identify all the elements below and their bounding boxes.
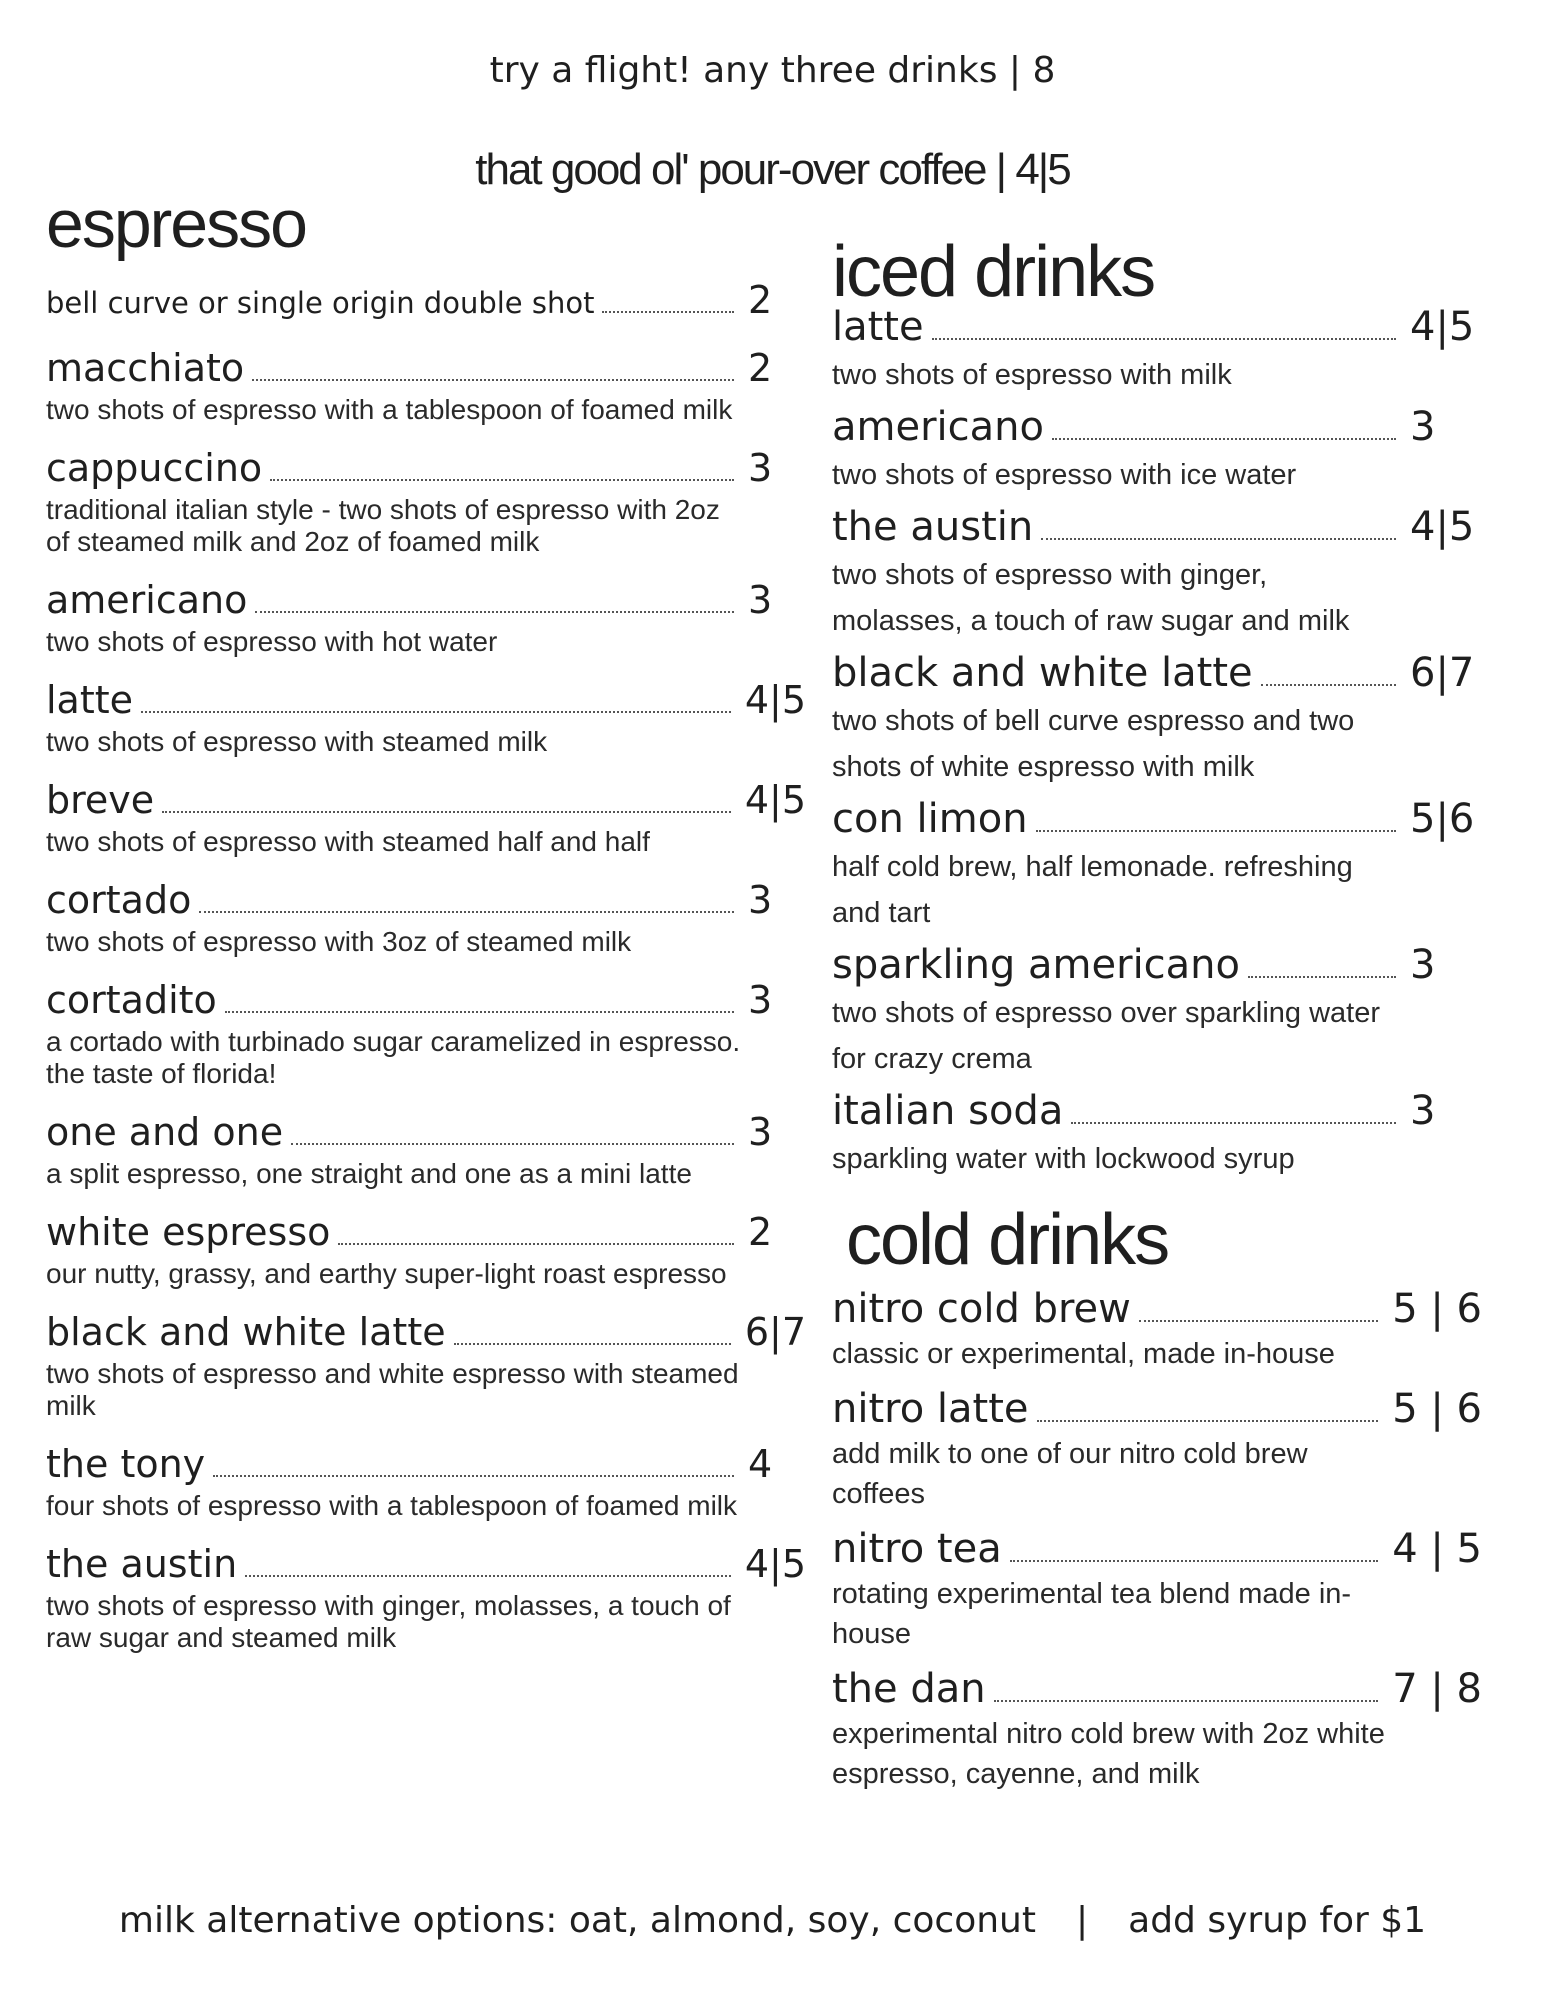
right-column (832, 232, 1482, 1806)
dot-leader (1139, 1319, 1378, 1322)
cold-drinks-title: cold drinks (846, 1200, 1169, 1280)
flight-offer: try a flight! any three drinks | 8 (489, 50, 1056, 91)
menu-item (46, 878, 806, 958)
item-price: 4|5 (744, 678, 806, 722)
item-description: two shots of espresso with ginger, molasses, a touch of raw sugar and steamed milk (46, 1590, 731, 1653)
item-price: 5|6 (1410, 796, 1475, 842)
item-description: traditional italian style - two shots of espresso with 2oz of steamed milk and 2oz of foamed milk (46, 494, 720, 557)
dot-leader (252, 378, 734, 381)
item-price: 3 (1410, 942, 1436, 988)
menu-item (832, 650, 1482, 790)
item-price: 5 | 6 (1392, 1386, 1482, 1432)
item-description: add milk to one of our nitro cold brew coffees (832, 1438, 1308, 1510)
iced-drinks-title: iced drinks (832, 232, 1155, 312)
item-description: two shots of espresso with steamed milk (46, 726, 548, 757)
menu-item (46, 1310, 806, 1422)
menu-item-row (832, 1666, 1482, 1714)
menu-item-row (46, 1542, 806, 1590)
dot-leader (602, 310, 734, 313)
item-description: two shots of espresso over sparkling water for crazy crema (832, 997, 1381, 1075)
footer (0, 1900, 1545, 1941)
dot-leader (225, 1010, 734, 1013)
item-name: bell curve or single origin double shot (46, 286, 595, 320)
dot-leader (199, 910, 734, 913)
item-price: 3 (1410, 1088, 1436, 1134)
milk-alternatives: milk alternative options: oat, almond, soy, coconut (118, 1900, 1036, 1941)
menu-item-row (832, 1088, 1482, 1136)
item-name: black and white latte (46, 1310, 446, 1354)
dot-leader (1248, 975, 1396, 978)
item-name: cortado (46, 878, 192, 922)
menu-item (832, 304, 1482, 398)
dot-leader (291, 1142, 734, 1145)
menu-item (832, 1286, 1482, 1374)
dot-leader (141, 710, 731, 713)
item-price: 3 (748, 1110, 773, 1154)
item-name: breve (46, 778, 155, 822)
item-price: 4|5 (744, 778, 806, 822)
menu-item (832, 1666, 1482, 1794)
item-description: a split espresso, one straight and one as a mini latte (46, 1158, 692, 1189)
menu-item (46, 1442, 806, 1522)
dot-leader (1036, 829, 1396, 832)
item-description: half cold brew, half lemonade. refreshing and tart (832, 851, 1353, 929)
dot-leader (1071, 1121, 1396, 1124)
item-price: 6|7 (1410, 650, 1475, 696)
menu-item-row (46, 346, 806, 394)
menu-item-row (832, 650, 1482, 698)
menu-item (46, 346, 806, 426)
dot-leader (1037, 1419, 1379, 1422)
menu-item (46, 1210, 806, 1290)
item-description: sparkling water with lockwood syrup (832, 1143, 1295, 1175)
item-description: two shots of espresso with steamed half and half (46, 826, 650, 857)
item-description: our nutty, grassy, and earthy super-light roast espresso (46, 1258, 727, 1289)
item-price: 4|5 (1410, 304, 1475, 350)
pour-over-offer: that good ol' pour-over coffee | 4|5 (475, 145, 1070, 194)
item-price: 2 (748, 1210, 773, 1254)
menu-item-row (46, 446, 806, 494)
menu-item-row (46, 778, 806, 826)
menu-item (46, 1542, 806, 1654)
dot-leader (162, 810, 731, 813)
item-price: 2 (748, 278, 773, 322)
item-name: the austin (832, 504, 1034, 550)
item-description: two shots of espresso and white espresso with steamed milk (46, 1358, 739, 1421)
item-description: rotating experimental tea blend made in-house (832, 1578, 1352, 1650)
item-name: one and one (46, 1110, 284, 1154)
item-price: 2 (748, 346, 773, 390)
item-price: 6|7 (744, 1310, 806, 1354)
item-name: the austin (46, 1542, 238, 1586)
item-description: two shots of espresso with milk (832, 359, 1232, 391)
dot-leader (454, 1342, 731, 1345)
iced-list (832, 304, 1482, 1182)
menu-item (46, 578, 806, 658)
menu-item-row (46, 578, 806, 626)
menu-item (46, 1110, 806, 1190)
item-name: latte (832, 304, 924, 350)
item-description: two shots of espresso with ice water (832, 459, 1297, 491)
dot-leader (932, 337, 1396, 340)
menu-item (832, 504, 1482, 644)
item-price: 7 | 8 (1392, 1666, 1482, 1712)
item-name: cortadito (46, 978, 217, 1022)
menu-item-row (46, 678, 806, 726)
cold-list (832, 1286, 1482, 1794)
item-price: 4 (748, 1442, 773, 1486)
menu-item (832, 1088, 1482, 1182)
item-name: macchiato (46, 346, 245, 390)
dot-leader (255, 610, 734, 613)
item-price: 4 | 5 (1392, 1526, 1482, 1572)
item-price: 3 (748, 578, 773, 622)
item-price: 4|5 (744, 1542, 806, 1586)
item-description: a cortado with turbinado sugar caramelized in espresso. the taste of florida! (46, 1026, 741, 1089)
menu-item-row (832, 1286, 1482, 1334)
menu-item (46, 678, 806, 758)
dot-leader (213, 1474, 734, 1477)
item-price: 4|5 (1410, 504, 1475, 550)
item-description: two shots of espresso with a tablespoon of foamed milk (46, 394, 733, 425)
menu-item-row (46, 1310, 806, 1358)
menu-item-row (46, 978, 806, 1026)
item-name: the dan (832, 1666, 986, 1712)
item-description: two shots of espresso with ginger, molasses, a touch of raw sugar and milk (832, 559, 1350, 637)
item-name: italian soda (832, 1088, 1064, 1134)
menu-item (46, 278, 806, 326)
item-description: four shots of espresso with a tablespoon of foamed milk (46, 1490, 738, 1521)
menu-item-row (46, 1110, 806, 1158)
menu-item-row (832, 504, 1482, 552)
item-name: latte (46, 678, 134, 722)
item-name: the tony (46, 1442, 206, 1486)
menu-item-row (832, 1386, 1482, 1434)
item-price: 3 (748, 978, 773, 1022)
cold-section (832, 1200, 1482, 1794)
dot-leader (994, 1699, 1379, 1702)
item-description: two shots of bell curve espresso and two shots of white espresso with milk (832, 705, 1355, 783)
item-name: cappuccino (46, 446, 263, 490)
item-name: black and white latte (832, 650, 1253, 696)
item-price: 3 (1410, 404, 1436, 450)
menu-item-row (46, 1210, 806, 1258)
item-description: two shots of espresso with hot water (46, 626, 498, 657)
dot-leader (1041, 537, 1396, 540)
menu-item (832, 796, 1482, 936)
item-price: 3 (748, 878, 773, 922)
item-name: white espresso (46, 1210, 331, 1254)
dot-leader (245, 1574, 731, 1577)
item-name: nitro cold brew (832, 1286, 1131, 1332)
menu-item (832, 1526, 1482, 1654)
item-description: experimental nitro cold brew with 2oz white espresso, cayenne, and milk (832, 1718, 1385, 1790)
menu-item (832, 942, 1482, 1082)
dot-leader (1010, 1559, 1378, 1562)
item-price: 3 (748, 446, 773, 490)
footer-separator: | (1076, 1900, 1089, 1941)
menu-item (832, 1386, 1482, 1514)
menu-item (46, 446, 806, 558)
espresso-section (46, 186, 806, 1674)
espresso-title: espresso (46, 186, 306, 262)
menu-item-row (46, 1442, 806, 1490)
syrup-addon: add syrup for $1 (1128, 1900, 1427, 1941)
menu-item (832, 404, 1482, 498)
dot-leader (1052, 437, 1396, 440)
menu-item (46, 978, 806, 1090)
espresso-list (46, 278, 806, 1654)
item-name: sparkling americano (832, 942, 1241, 988)
item-description: two shots of espresso with 3oz of steamed milk (46, 926, 632, 957)
iced-section (832, 232, 1482, 1182)
item-name: con limon (832, 796, 1028, 842)
dot-leader (270, 478, 734, 481)
item-name: nitro latte (832, 1386, 1029, 1432)
menu-item-row (832, 942, 1482, 990)
menu-item-row (832, 796, 1482, 844)
item-name: americano (832, 404, 1044, 450)
item-description: classic or experimental, made in-house (832, 1338, 1335, 1370)
menu-item-row (46, 878, 806, 926)
item-name: nitro tea (832, 1526, 1002, 1572)
menu-item (46, 778, 806, 858)
item-price: 5 | 6 (1392, 1286, 1482, 1332)
item-name: americano (46, 578, 248, 622)
menu-item-row (832, 1526, 1482, 1574)
menu-item-row (832, 404, 1482, 452)
dot-leader (338, 1242, 734, 1245)
menu-item-row (46, 278, 806, 326)
dot-leader (1261, 683, 1396, 686)
